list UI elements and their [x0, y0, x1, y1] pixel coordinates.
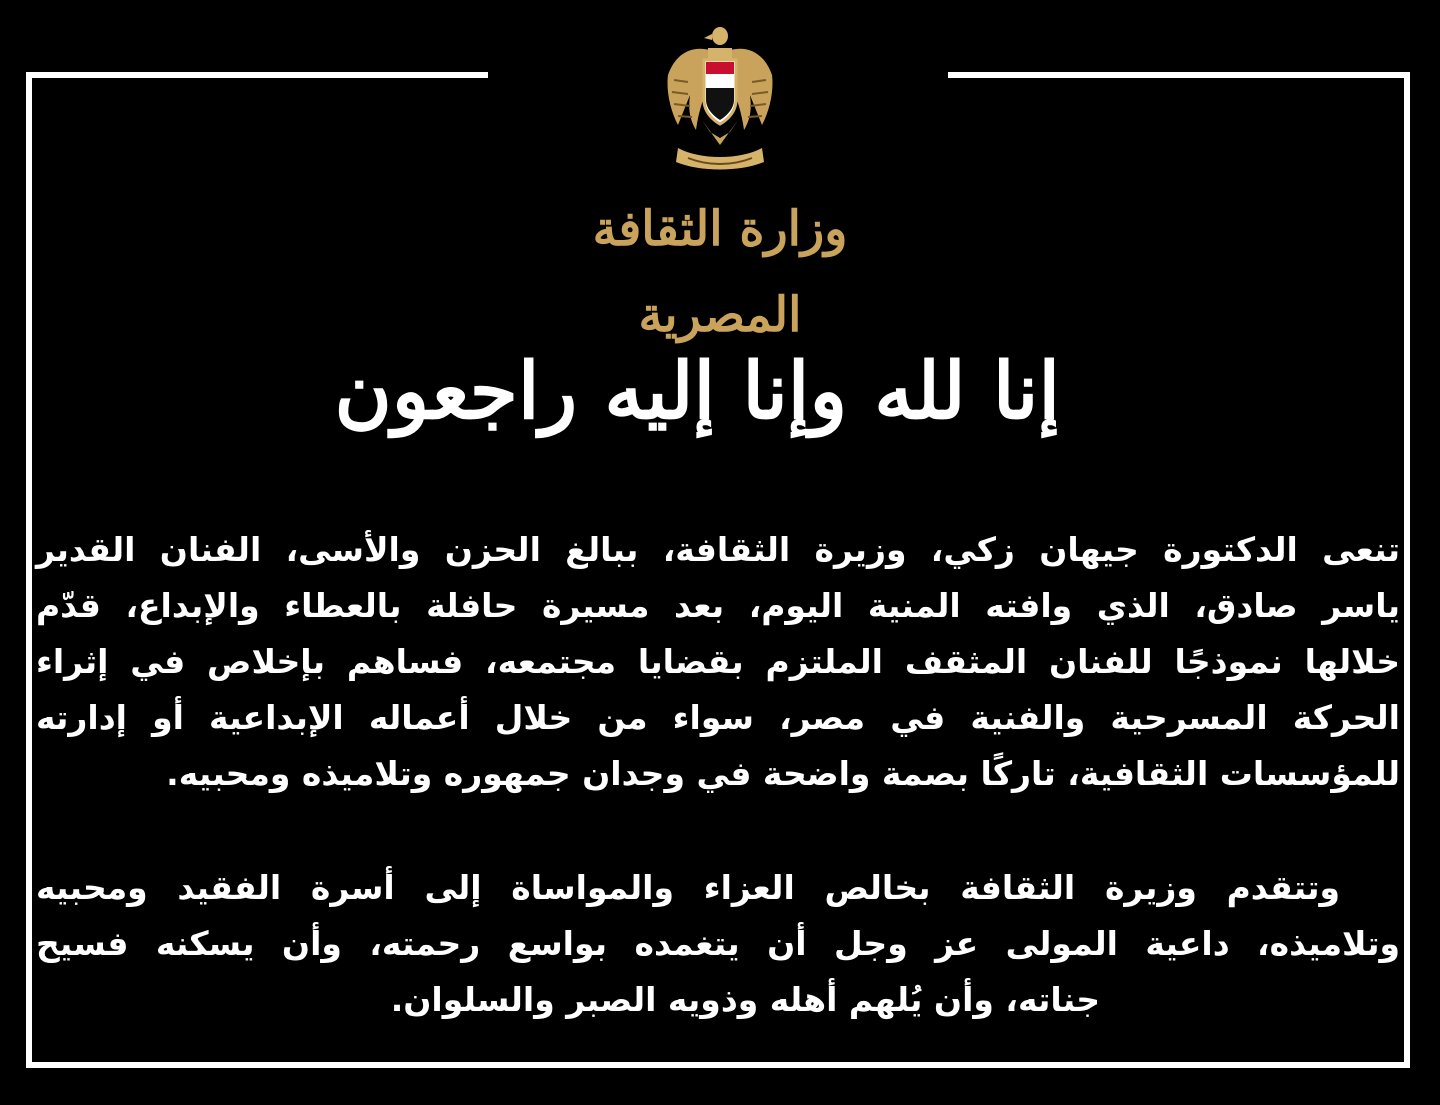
- condolence-paragraph-2: [36, 860, 1400, 1028]
- ministry-name-calligraphy: وزارة الثقافة المصرية: [592, 201, 848, 343]
- quran-verse-calligraphy: إنا لله وإنا إليه راجعون: [334, 346, 1060, 437]
- frame-top-right: [948, 72, 1410, 78]
- frame-bottom: [26, 1062, 1410, 1068]
- paragraph-line: الحركة المسرحية والفنية في مصر، سواء من خلال أعماله الإبداعية أو إدارته: [36, 698, 1400, 737]
- paragraph-line: تنعى الدكتورة جيهان زكي، وزيرة الثقافة، ببالغ الحزن والأسى، الفنان القدير: [36, 530, 1400, 569]
- frame-left: [26, 72, 32, 1068]
- egypt-eagle-emblem-icon: [660, 20, 780, 175]
- paragraph-line: وتلاميذه، داعية المولى عز وجل أن يتغمده بواسع رحمته، وأن يسكنه فسيح: [36, 924, 1400, 963]
- paragraph-line: للمؤسسات الثقافية، تاركًا بصمة واضحة في وجدان جمهوره وتلاميذه ومحبيه.: [166, 754, 1400, 793]
- paragraph-line: وتتقدم وزيرة الثقافة بخالص العزاء والمواساة إلى أسرة الفقيد ومحبيه: [36, 868, 1340, 907]
- paragraph-line: خلالها نموذجًا للفنان المثقف الملتزم بقضايا مجتمعه، فساهم بإخلاص في إثراء: [36, 642, 1400, 681]
- frame-top-left: [26, 72, 488, 78]
- paragraph-line: جناته، وأن يُلهم أهله وذويه الصبر والسلوان.: [390, 980, 1100, 1019]
- condolence-paragraph-1: [36, 522, 1400, 802]
- paragraph-line: ياسر صادق، الذي وافته المنية اليوم، بعد مسيرة حافلة بالعطاء والإبداع، قدّم: [36, 586, 1400, 625]
- frame-right: [1404, 72, 1410, 1068]
